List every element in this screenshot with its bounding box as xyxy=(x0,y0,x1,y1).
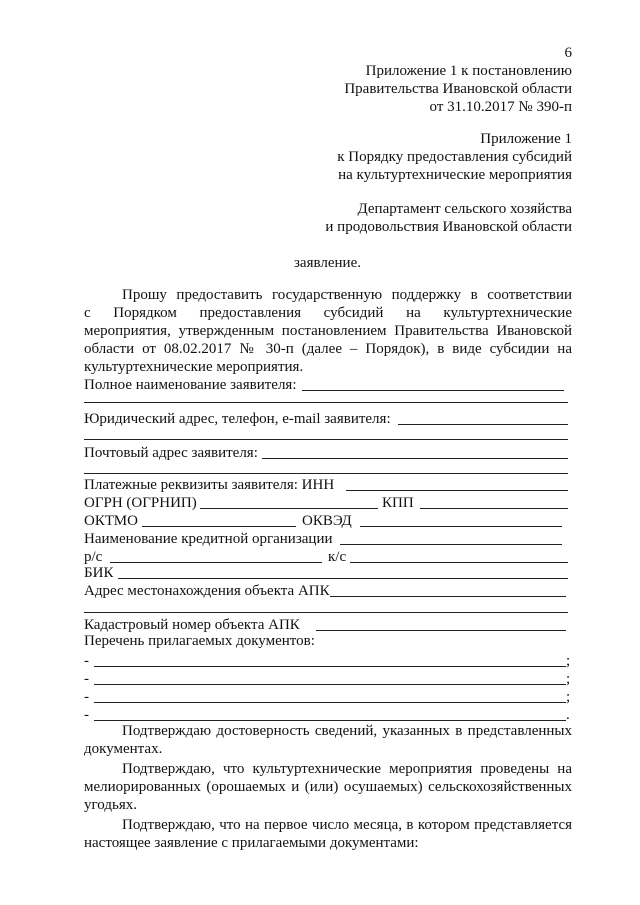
intro-line-2: с Порядком предоставления субсидий на культуртехнические xyxy=(84,305,572,321)
annex-order-line-3: на культуртехнические мероприятия xyxy=(338,167,572,183)
oktmo-label: ОКТМО xyxy=(84,513,138,529)
annex-main-line-1: Приложение 1 к постановлению xyxy=(365,63,572,79)
apk-address-label: Адрес местонахождения объекта АПК xyxy=(84,583,330,599)
confirmation-1-line-1: Подтверждаю достоверность сведений, указанных в представленных xyxy=(122,723,572,739)
confirmation-2 xyxy=(84,760,572,814)
legal-address-field[interactable] xyxy=(398,424,568,425)
legal-address-label: Юридический адрес, телефон, e-mail заявителя: xyxy=(84,411,391,427)
doc-line-1-dash: - xyxy=(84,653,89,669)
confirmation-3 xyxy=(84,816,572,852)
bik-label: БИК xyxy=(84,565,114,581)
annex-order-line-1: Приложение 1 xyxy=(480,131,572,147)
confirmation-2-line-2: мелиорированных (орошаемых и (или) осушаемых) сельскохозяйственных xyxy=(84,779,572,795)
confirmation-2-line-3: угодьях. xyxy=(84,797,137,813)
doc-line-3-end: ; xyxy=(566,689,571,705)
bik-field[interactable] xyxy=(118,578,568,579)
cadastral-field[interactable] xyxy=(316,630,566,631)
document-title: заявление. xyxy=(294,255,361,271)
rs-label: р/с xyxy=(84,549,103,565)
postal-address-field-line-2[interactable] xyxy=(84,473,568,474)
payment-inn-label: Платежные реквизиты заявителя: ИНН xyxy=(84,477,335,493)
ks-field[interactable] xyxy=(350,562,568,563)
apk-address-field-line-2[interactable] xyxy=(84,612,568,613)
doc-line-4-dash: - xyxy=(84,707,89,723)
oktmo-field[interactable] xyxy=(142,526,296,527)
okved-field[interactable] xyxy=(360,526,562,527)
postal-address-label: Почтовый адрес заявителя: xyxy=(84,445,258,461)
annex-main-line-3: от 31.10.2017 № 390-п xyxy=(429,99,572,115)
cadastral-label: Кадастровый номер объекта АПК xyxy=(84,617,300,633)
doc-line-1-field[interactable] xyxy=(94,666,566,667)
doc-line-2-dash: - xyxy=(84,671,89,687)
okved-label: ОКВЭД xyxy=(302,513,352,529)
page-number: 6 xyxy=(564,45,572,61)
apk-address-field[interactable] xyxy=(330,596,566,597)
full-name-label: Полное наименование заявителя: xyxy=(84,377,297,393)
doc-line-4-field[interactable] xyxy=(94,720,566,721)
bank-name-label: Наименование кредитной организации xyxy=(84,531,333,547)
postal-address-field[interactable] xyxy=(262,458,568,459)
doc-line-1-end: ; xyxy=(566,653,571,669)
addressee-line-1: Департамент сельского хозяйства xyxy=(357,201,572,217)
bank-name-field[interactable] xyxy=(340,544,562,545)
kpp-field[interactable] xyxy=(420,508,568,509)
doc-line-2-field[interactable] xyxy=(94,684,566,685)
legal-address-field-line-2[interactable] xyxy=(84,439,568,440)
kpp-label: КПП xyxy=(382,495,414,511)
rs-field[interactable] xyxy=(110,562,322,563)
confirmation-1 xyxy=(84,722,572,758)
intro-line-3: мероприятия, утвержденным постановлением Правительства Ивановской xyxy=(84,323,572,339)
intro-paragraph xyxy=(84,286,572,376)
ks-label: к/с xyxy=(328,549,347,565)
confirmation-2-line-1: Подтверждаю, что культуртехнические мероприятия проведены на xyxy=(122,761,572,777)
doc-line-2-end: ; xyxy=(566,671,571,687)
doc-line-3-dash: - xyxy=(84,689,89,705)
full-name-field[interactable] xyxy=(302,390,564,391)
intro-line-5: культуртехнические мероприятия. xyxy=(84,359,304,375)
ogrn-field[interactable] xyxy=(200,508,378,509)
full-name-field-line-2[interactable] xyxy=(84,402,568,403)
confirmation-1-line-2: документах. xyxy=(84,741,163,757)
intro-line-1: Прошу предоставить государственную поддержку в соответствии xyxy=(122,287,572,303)
doc-line-4-end: . xyxy=(566,707,570,723)
documents-list-label: Перечень прилагаемых документов: xyxy=(84,633,315,649)
annex-order-line-2: к Порядку предоставления субсидий xyxy=(337,149,572,165)
annex-main-line-2: Правительства Ивановской области xyxy=(344,81,572,97)
confirmation-3-line-1: Подтверждаю, что на первое число месяца, в котором представляется xyxy=(122,817,572,833)
inn-field[interactable] xyxy=(346,490,568,491)
intro-line-4: области от 08.02.2017 № 30-п (далее – Порядок), в виде субсидии на xyxy=(84,341,572,357)
confirmation-3-line-2: настоящее заявление с прилагаемыми документами: xyxy=(84,835,419,851)
doc-line-3-field[interactable] xyxy=(94,702,566,703)
ogrn-label: ОГРН (ОГРНИП) xyxy=(84,495,197,511)
addressee-line-2: и продовольствия Ивановской области xyxy=(325,219,572,235)
